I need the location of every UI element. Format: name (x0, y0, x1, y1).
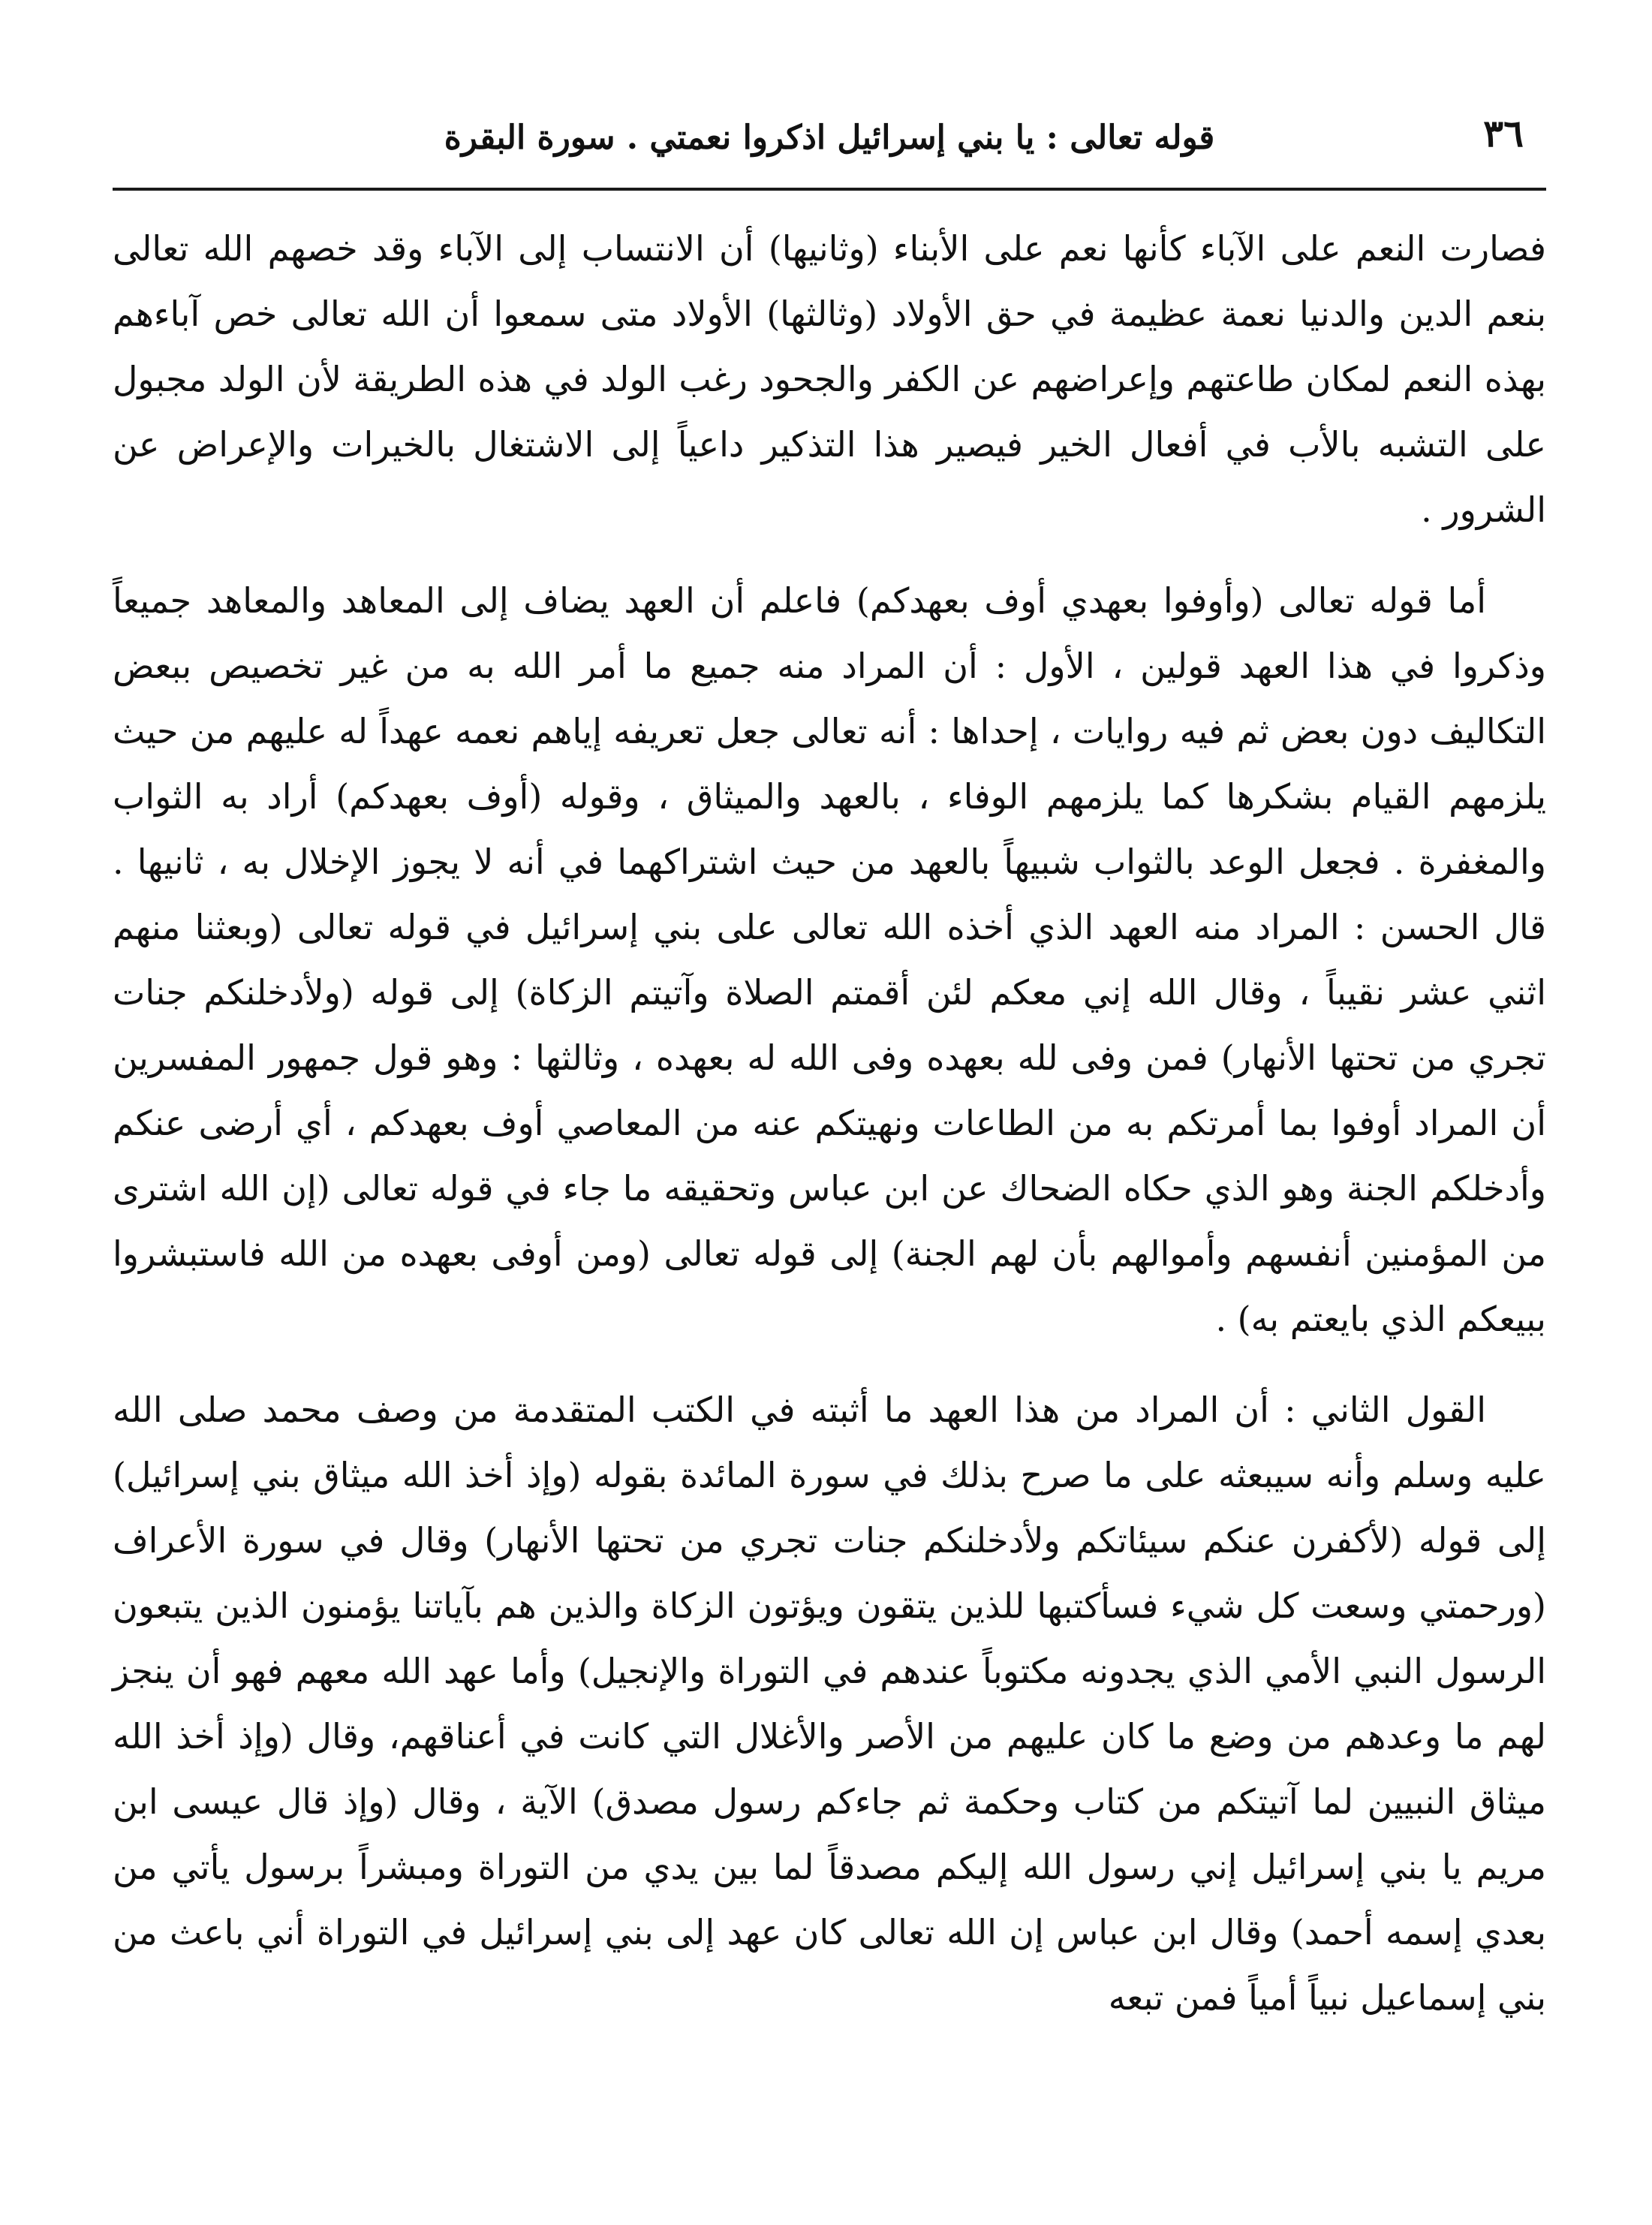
paragraph-1: فصارت النعم على الآباء كأنها نعم على الأبناء (وثانيها) أن الانتساب إلى الآباء وقد خصهم الله تعالى بنعم الدين والدنيا نعمة عظيمة في حق الأولاد (وثالثها) الأولاد متى سمعوا أن الله تعالى خص آباءهم بهذه النعم لمكان طاعتهم وإعراضهم عن الكفر والجحود رغب الولد في هذه الطريقة لأن الولد مجبول على التشبه بالأب في أفعال الخير فيصير هذا التذكير داعياً إلى الاشتغال بالخيرات والإعراض عن الشرور . (113, 228, 1546, 530)
book-page (113, 98, 1546, 2184)
running-header (113, 98, 1546, 191)
header-title: قوله تعالى : يا بني إسرائيل اذكروا نعمتي . سورة البقرة (444, 119, 1215, 157)
paragraph-3: القول الثاني : أن المراد من هذا العهد ما أثبته في الكتب المتقدمة من وصف محمد صلى الله عليه وسلم وأنه سيبعثه على ما صرح بذلك في سورة المائدة بقوله (وإذ أخذ الله ميثاق بني إسرائيل) إلى قوله (لأكفرن عنكم سيئاتكم ولأدخلنكم جنات تجري من تحتها الأنهار) وقال في سورة الأعراف (ورحمتي وسعت كل شيء فسأكتبها للذين يتقون ويؤتون الزكاة والذين هم بآياتنا يؤمنون الذين يتبعون الرسول النبي الأمي الذي يجدونه مكتوباً عندهم في التوراة والإنجيل) وأما عهد الله معهم فهو أن ينجز لهم ما وعدهم من وضع ما كان عليهم من الأصر والأغلال التي كانت في أعناقهم، وقال (وإذ أخذ الله ميثاق النبيين لما آتيتكم من كتاب وحكمة ثم جاءكم رسول مصدق) الآية ، وقال (وإذ قال عيسى ابن مريم يا بني إسرائيل إني رسول الله إليكم مصدقاً لما بين يدي من التوراة ومبشراً برسول يأتي من بعدي إسمه أحمد) وقال ابن عباس إن الله تعالى كان عهد إلى بني إسرائيل في التوراة أني باعث من بني إسماعيل نبياً أمياً فمن تبعه (113, 1389, 1546, 2018)
paragraph-2: أما قوله تعالى (وأوفوا بعهدي أوف بعهدكم) فاعلم أن العهد يضاف إلى المعاهد والمعاهد جميعاً وذكروا في هذا العهد قولين ، الأول : أن المراد منه جميع ما أمر الله به من غير تخصيص ببعض التكاليف دون بعض ثم فيه روايات ، إحداها : أنه تعالى جعل تعريفه إياهم نعمه عهداً له عليهم من حيث يلزمهم القيام بشكرها كما يلزمهم الوفاء ، بالعهد والميثاق ، وقوله (أوف بعهدكم) أراد به الثواب والمغفرة . فجعل الوعد بالثواب شبيهاً بالعهد من حيث اشتراكهما في أنه لا يجوز الإخلال به ، ثانيها . قال الحسن : المراد منه العهد الذي أخذه الله تعالى على بني إسرائيل في قوله تعالى (وبعثنا منهم اثني عشر نقيباً ، وقال الله إني معكم لئن أقمتم الصلاة وآتيتم الزكاة) إلى قوله (ولأدخلنكم جنات تجري من تحتها الأنهار) فمن وفى لله بعهده وفى الله له بعهده ، وثالثها : وهو قول جمهور المفسرين أن المراد أوفوا بما أمرتكم به من الطاعات ونهيتكم عنه من المعاصي أوف بعهدكم ، أي أرضى عنكم وأدخلكم الجنة وهو الذي حكاه الضحاك عن ابن عباس وتحقيقه ما جاء في قوله تعالى (إن الله اشترى من المؤمنين أنفسهم وأموالهم بأن لهم الجنة) إلى قوله تعالى (ومن أوفى بعهده من الله فاستبشروا ببيعكم الذي بايعتم به) . (113, 580, 1546, 1339)
page-number: ٣٦ (1483, 111, 1524, 155)
body-text (113, 216, 1546, 2031)
